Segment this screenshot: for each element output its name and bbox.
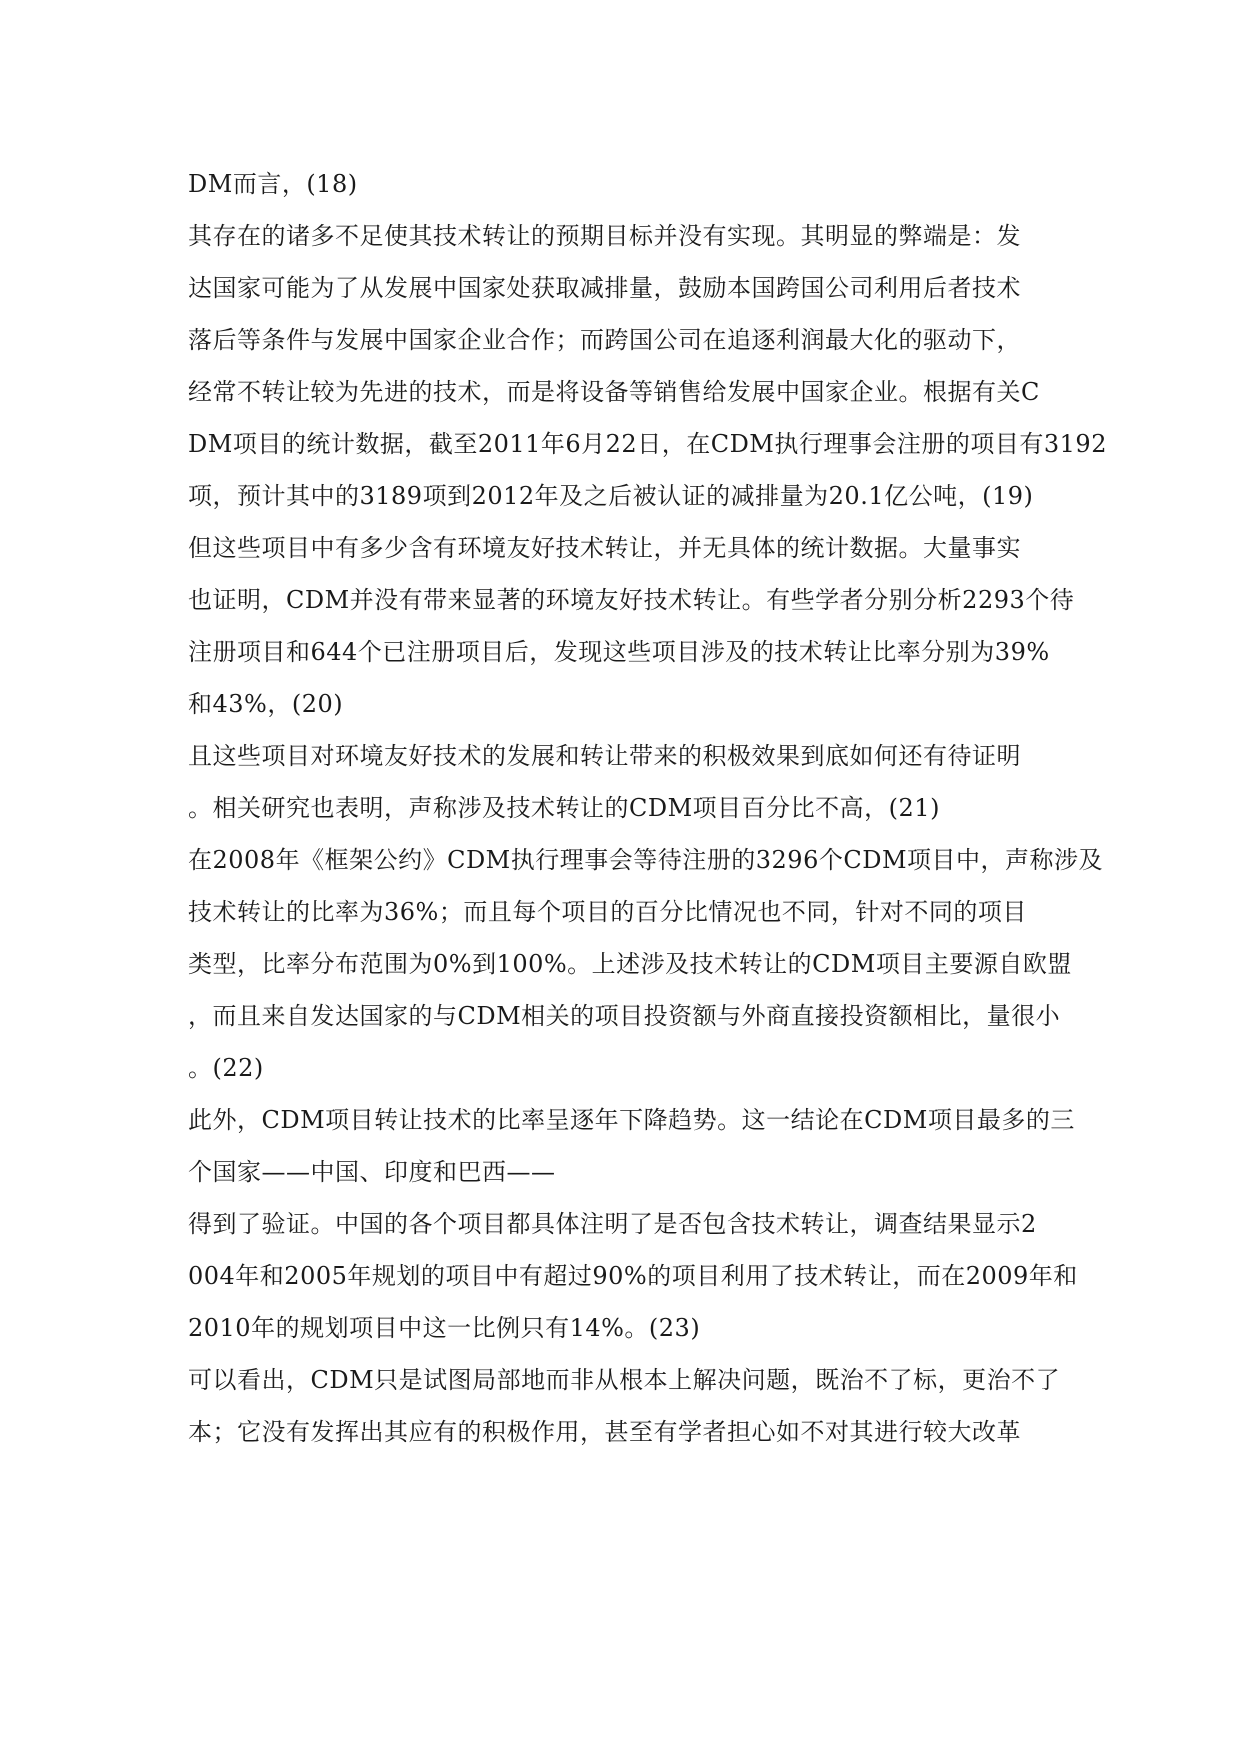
- text-line: 在2008年《框架公约》CDM执行理事会等待注册的3296个CDM项目中，声称涉及: [188, 846, 1104, 874]
- text-line: 004年和2005年规划的项目中有超过90%的项目利用了技术转让，而在2009年和: [188, 1262, 1078, 1290]
- text-line: 达国家可能为了从发展中国家处获取减排量，鼓励本国跨国公司利用后者技术: [188, 274, 1021, 302]
- text-line: 技术转让的比率为36%；而且每个项目的百分比情况也不同，针对不同的项目: [188, 898, 1027, 926]
- body-text: [188, 158, 1107, 1458]
- text-line: DM而言，(18): [188, 170, 358, 198]
- text-line: 个国家——中国、印度和巴西——: [188, 1158, 556, 1186]
- text-line: ，而且来自发达国家的与CDM相关的项目投资额与外商直接投资额相比，量很小: [188, 1002, 1061, 1030]
- text-line: 注册项目和644个已注册项目后，发现这些项目涉及的技术转让比率分别为39%: [188, 638, 1050, 666]
- text-line: 得到了验证。中国的各个项目都具体注明了是否包含技术转让，调查结果显示2: [188, 1210, 1037, 1238]
- text-line: 此外，CDM项目转让技术的比率呈逐年下降趋势。这一结论在CDM项目最多的三: [188, 1106, 1075, 1134]
- text-line: 落后等条件与发展中国家企业合作；而跨国公司在追逐利润最大化的驱动下，: [188, 326, 1021, 354]
- text-line: 2010年的规划项目中这一比例只有14%。(23): [188, 1314, 701, 1342]
- text-line: 经常不转让较为先进的技术，而是将设备等销售给发展中国家企业。根据有关C: [188, 378, 1040, 406]
- text-line: 类型，比率分布范围为0%到100%。上述涉及技术转让的CDM项目主要源自欧盟: [188, 950, 1072, 978]
- text-line: DM项目的统计数据，截至2011年6月22日，在CDM执行理事会注册的项目有3192: [188, 430, 1107, 458]
- text-line: 项，预计其中的3189项到2012年及之后被认证的减排量为20.1亿公吨，(19): [188, 482, 1034, 510]
- text-line: 可以看出，CDM只是试图局部地而非从根本上解决问题，既治不了标，更治不了: [188, 1366, 1061, 1394]
- text-line: 。相关研究也表明，声称涉及技术转让的CDM项目百分比不高，(21): [188, 794, 940, 822]
- text-line: 。(22): [188, 1054, 264, 1082]
- text-line: 和43%，(20): [188, 690, 344, 718]
- text-line: 但这些项目中有多少含有环境友好技术转让，并无具体的统计数据。大量事实: [188, 534, 1021, 562]
- text-line: 其存在的诸多不足使其技术转让的预期目标并没有实现。其明显的弊端是：发: [188, 222, 1021, 250]
- text-line: 也证明，CDM并没有带来显著的环境友好技术转让。有些学者分别分析2293个待: [188, 586, 1075, 614]
- text-line: 本；它没有发挥出其应有的积极作用，甚至有学者担心如不对其进行较大改革: [188, 1418, 1021, 1446]
- text-line: 且这些项目对环境友好技术的发展和转让带来的积极效果到底如何还有待证明: [188, 742, 1021, 770]
